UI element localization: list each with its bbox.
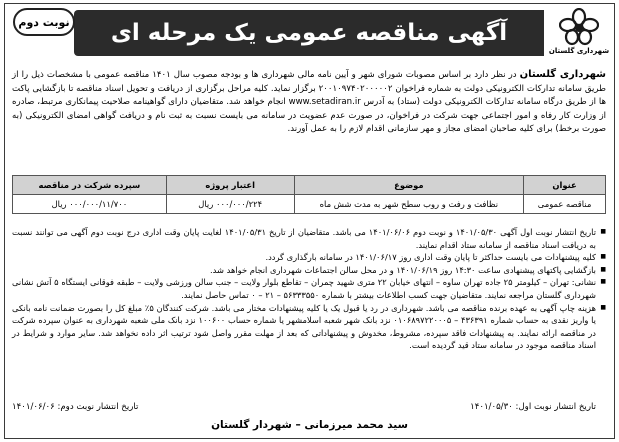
second-publication-date: تاریخ انتشار نوبت دوم: ۱۴۰۱/۰۶/۰۶ bbox=[12, 402, 139, 412]
flower-emblem-icon bbox=[559, 8, 599, 46]
tender-table bbox=[12, 175, 606, 214]
list-item: ■ تاریخ انتشار نوبت اول آگهی ۱۴۰۱/۰۵/۳۰ و نوبت دوم ۱۴۰۱/۰۶/۰۶ می باشد. متقاضیان از تاریخ ۱۴۰۱/۰۵/۳۱ لغایت پایان وقت اداری درج نوبت دوم آگهی می توانند نسبت به دریافت اسناد مناقصه از سامانه ستاد اقدام نمایند. bbox=[12, 226, 606, 251]
signature: سید محمد میرزمانی – شهردار گلستان bbox=[211, 419, 408, 431]
intro-body: در نظر دارد بر اساس مصوبات شورای شهر و آیین نامه مالی شهرداری ها و بودجه مصوب سال ۱۴۰۱ مناقصه عمومی با مشخصات ذیل را از طریق سامانه تدارکات الکترونیکی دولت به شماره فراخوان ۲۰۰۱۰۹۷۴۰۲۰۰۰۰۰۲ برگزار نماید. کلیه مراحل برگزاری از دریافت و تحویل اسناد مناقصه تا بازگشایی پاکت ها از طریق درگاه سامانه تدارکات الکترونیکی دولت (ستاد) به آدرس www.setadiran.ir انجام خواهد شد. متقاضیان دارای گواهینامه صلاحیت پیمانکاری مرتبط، صادره از وزارت کار رفاه و امور اجتماعی جهت شرکت در فراخوان، در صورت عدم عضویت در سامانه می بایست نسبت به ثبت نام و دریافت گواهی امضای الکترونیکی (به صورت برخط) برای کلیه صاحبان امضای مجاز و مهر سازمانی اقدام لازم را به عمل آورند. bbox=[12, 70, 607, 135]
header-deposit: سپرده شرکت در مناقصه bbox=[13, 176, 167, 195]
issue-badge: نوبت دوم bbox=[13, 8, 75, 36]
first-publication-date: تاریخ انتشار نوبت اول: ۱۴۰۱/۰۵/۳۰ bbox=[470, 402, 596, 412]
logo-text: شهرداری گلستان bbox=[548, 47, 610, 55]
logo bbox=[550, 8, 608, 64]
header-budget: اعتبار پروژه bbox=[166, 176, 294, 195]
list-item: ■ کلیه پیشنهادات می بایست حداکثر تا پایان وقت اداری روز ۱۴۰۱/۰۶/۱۷ در سامانه بارگذاری گردد. bbox=[12, 251, 606, 264]
table-row bbox=[13, 195, 606, 214]
notice-frame bbox=[4, 3, 615, 439]
cell-budget: ۰۰۰/۰۰۰/۲۲۴ ریال bbox=[166, 195, 294, 214]
notice-header bbox=[5, 4, 614, 66]
cell-title: مناقصه عمومی bbox=[524, 195, 606, 214]
notice-title: آگهی مناقصه عمومی یک مرحله ای bbox=[110, 20, 508, 46]
intro-paragraph bbox=[12, 68, 606, 137]
organization-name: شهرداری گلستان bbox=[519, 69, 606, 80]
publication-dates bbox=[12, 402, 596, 412]
list-item: ■ نشانی: تهران – کیلومتر ۲۵ جاده تهران ساوه – انتهای خیابان ۲۲ متری شهید چمران – تقاطع بلوار ولایت – جنب سالن ورزشی ولایت – طبقه فوقانی ایستگاه ۵ آتش نشانی شهرداری گلستان مراجعه نمایند. متقاضیان جهت کسب اطلاعات بیشتر با شماره ۵۶۳۳۳۵۵۰ – ۲۱ – ۰ تماس حاصل نمایند. bbox=[12, 276, 606, 301]
title-band bbox=[74, 10, 544, 56]
header-subject: موضوع bbox=[294, 176, 524, 195]
conditions-list bbox=[12, 226, 606, 352]
list-item: ■ بازگشایی پاکتهای پیشنهادی ساعت ۱۴:۳۰ روز ۱۴۰۱/۰۶/۱۹ و در محل سالن اجتماعات شهرداری انجام خواهد شد. bbox=[12, 264, 606, 277]
cell-subject: نظافت و رفت و روب سطح شهر به مدت شش ماه bbox=[294, 195, 524, 214]
list-item: ■ هزینه چاپ آگهی به عهده برنده مناقصه می باشد. شهرداری در رد یا قبول یک یا کلیه پیشنهادات مختار می باشد. شرکت کنندگان ۵٪ مبلغ کل را بصورت ضمانت نامه بانکی یا واریز نقدی به حساب شماره ۴۳۶۳۹۱ – ۰۱۰۶۸۹۷۲۲۰۰۰۵ نزد بانک شهر شعبه اسلامشهر یا شماره حساب ۱۰۰۶۰۰ نزد بانک ملی شعبه شهرداری به عنوان سپرده شرکت در مناقصه ارائه نمایند. به پیشنهادات فاقد سپرده، مشروط، مخدوش و پیشنهاداتی که بعد از مهلت مقرر واصل شود ترتیب اثر داده نخواهد شد. سایر موارد و شرایط در اسناد مناقصه موجود در سامانه ستاد قید گردیده است. bbox=[12, 302, 606, 352]
header-title: عنوان bbox=[524, 176, 606, 195]
table-header-row bbox=[13, 176, 606, 195]
cell-deposit: ۰۰۰/۰۰۰/۱۱/۷۰۰ ریال bbox=[13, 195, 167, 214]
